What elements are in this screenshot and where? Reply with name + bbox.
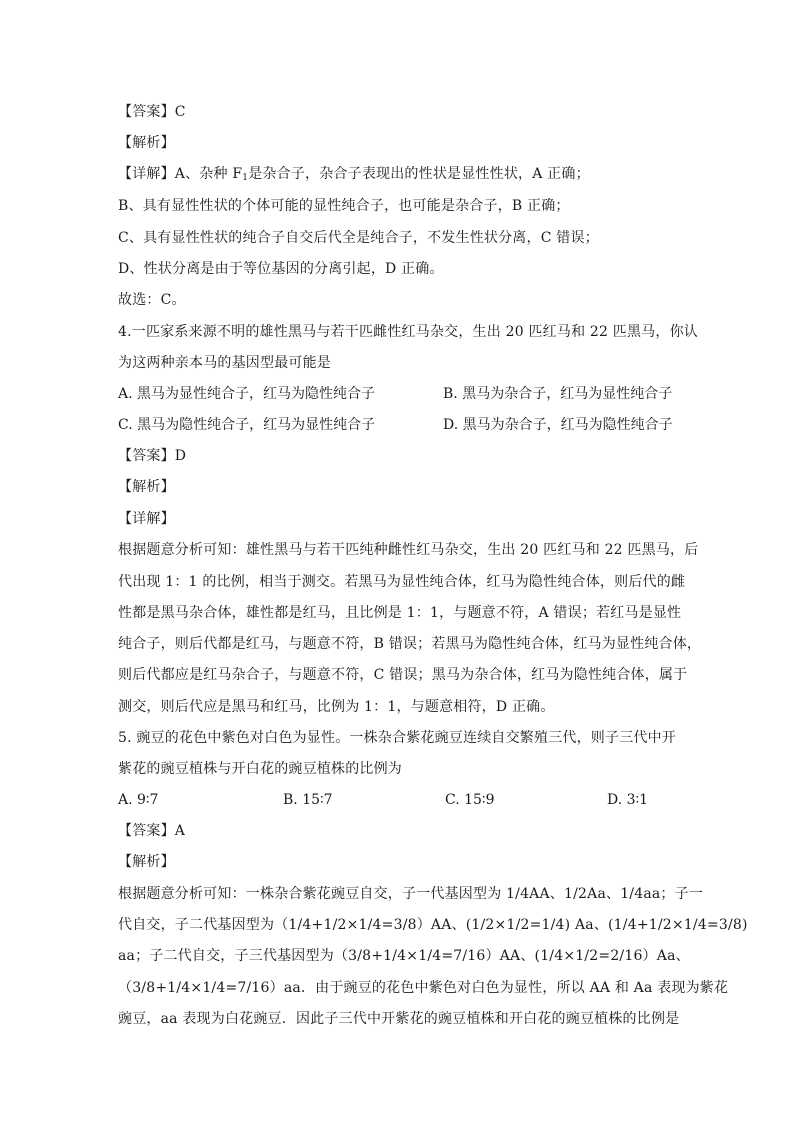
q4-stem-line-2: 为这两种亲本马的基因型最可能是 [118, 355, 331, 371]
q5-body-line: （3/8+1/4×1/4=7/16）aa．由于豌豆的花色中紫色对白色为显性，所以 AA 和 Aa 表现为紫花 [118, 980, 729, 996]
q3-conclusion: 故选：C。 [118, 292, 186, 308]
q5-analysis-heading: 【解析】 [118, 854, 175, 870]
q4-body-line: 测交，则后代应是黑马和红马，比例为 1：1，与题意相符，D 正确。 [118, 699, 555, 715]
q4-option-d: D. 黑马为杂合子，红马为隐性纯合子 [443, 417, 673, 433]
q3-line-d: D、性状分离是由于等位基因的分离引起，D 正确。 [118, 261, 444, 277]
q3-analysis-heading: 【解析】 [118, 135, 175, 151]
q5-body-line: 代自交，子二代基因型为（1/4+1/2×1/4=3/8）AA、(1/2×1/2=1/4) Aa、(1/4+1/2×1/4=3/8) [118, 917, 748, 933]
q3-answer: 【答案】C [118, 104, 186, 120]
q4-body-line: 纯合子，则后代都是红马，与题意不符，B 错误；若黑马为隐性纯合体，红马为显性纯合体， [118, 636, 702, 652]
q3-line-c: C、具有显性性状的纯合子自交后代全是纯合子，不发生性状分离，C 错误； [118, 230, 599, 246]
q3-detail-line [118, 164, 590, 184]
q4-option-b: B. 黑马为杂合子，红马为显性纯合子 [443, 386, 673, 402]
q3-line-b: B、具有显性性状的个体可能的显性纯合子，也可能是杂合子，B 正确； [118, 198, 570, 214]
q3-detail-prefix: 【详解】A、杂种 F [118, 166, 243, 182]
q4-body-line: 性都是黑马杂合体，雄性都是红马，且比例是 1：1，与题意不符，A 错误；若红马是显性 [118, 605, 682, 621]
q4-answer: 【答案】D [118, 448, 187, 464]
q5-body-line: 豌豆，aa 表现为白花豌豆．因此子三代中开紫花的豌豆植株和开白花的豌豆植株的比例是 [118, 1011, 680, 1027]
q3-detail-subscript: 1 [242, 173, 249, 183]
q5-option-d: D. 3∶1 [607, 792, 649, 808]
q5-answer: 【答案】A [118, 823, 186, 839]
q4-detail-heading: 【详解】 [118, 511, 175, 527]
q4-body-line: 根据题意分析可知：雄性黑马与若干匹纯种雌性红马杂交，生出 20 匹红马和 22 匹黑马，后 [118, 542, 699, 558]
q4-body-line: 代出现 1：1 的比例，相当于测交。若黑马为显性纯合体，红马为隐性纯合体，则后代的雌 [118, 574, 686, 590]
q5-stem-line-2: 紫花的豌豆植株与开白花的豌豆植株的比例为 [118, 761, 402, 777]
q3-detail-suffix: 是杂合子，杂合子表现出的性状是显性性状，A 正确； [248, 166, 590, 182]
q5-option-a: A. 9∶7 [118, 792, 159, 808]
q4-option-a: A. 黑马为显性纯合子，红马为隐性纯合子 [118, 386, 376, 402]
q4-stem-line-1: 4.一匹家系来源不明的雄性黑马与若干匹雌性红马杂交，生出 20 匹红马和 22 匹黑马，你认 [118, 324, 698, 340]
q5-body-line: aa；子二代自交，子三代基因型为（3/8+1/4×1/4=7/16）AA、(1/4×1/2=2/16）Aa、 [118, 948, 690, 964]
q5-body-line: 根据题意分析可知：一株杂合紫花豌豆自交，子一代基因型为 1/4AA、1/2Aa、1/4aa；子一 [118, 886, 704, 902]
q5-stem-line-1: 5. 豌豆的花色中紫色对白色为显性。一株杂合紫花豌豆连续自交繁殖三代，则子三代中开 [118, 730, 677, 746]
q4-body-line: 则后代都应是红马杂合子，与题意不符，C 错误；黑马为杂合体，红马为隐性纯合体，属于 [118, 667, 688, 683]
q4-option-c: C. 黑马为隐性纯合子，红马为显性纯合子 [118, 417, 376, 433]
q5-option-b: B. 15∶7 [283, 792, 333, 808]
q5-option-c: C. 15∶9 [445, 792, 495, 808]
q4-analysis-heading: 【解析】 [118, 479, 175, 495]
